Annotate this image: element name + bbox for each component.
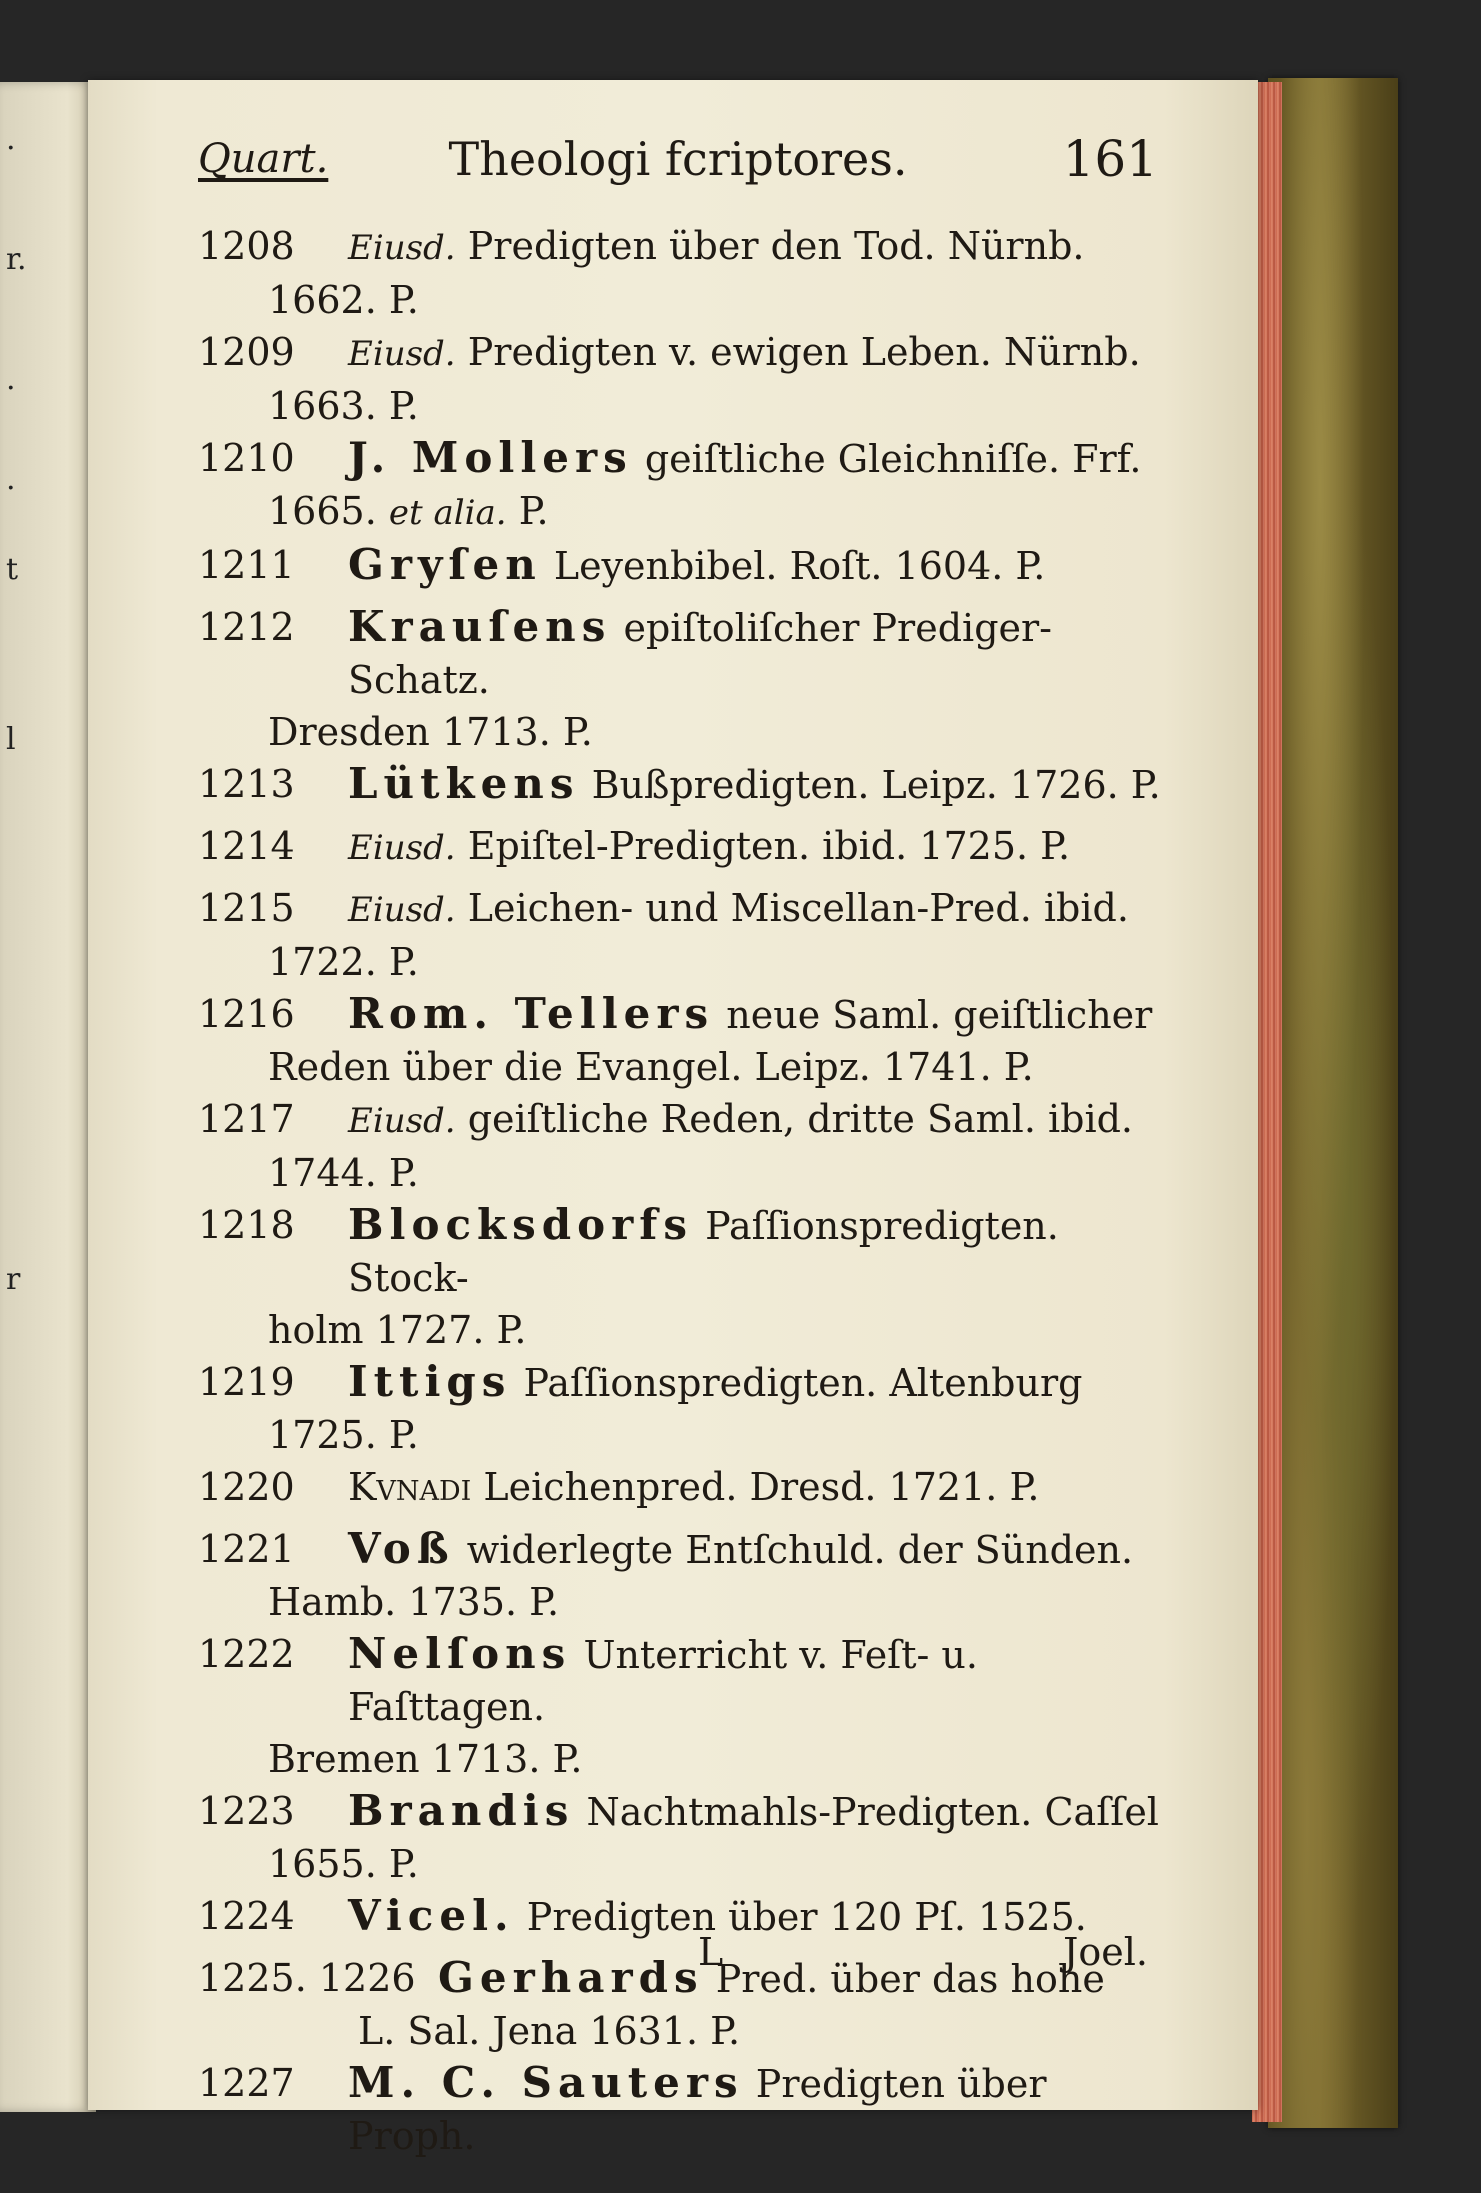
entry-text [268, 601, 1168, 758]
margin-mark: . [6, 122, 16, 157]
entry-number: 1210 [198, 436, 295, 480]
entry-text [268, 1199, 1168, 1356]
catalog-entries [198, 220, 1168, 2162]
note-italic: et alia. [388, 493, 507, 533]
margin-mark: r [6, 1262, 21, 1297]
imprint-text: 1665. [268, 489, 377, 533]
author-name: Rom. Tellers [348, 989, 715, 1038]
ibidem-author: Eiusd. [348, 890, 456, 930]
continuation-line [268, 1576, 1168, 1628]
entry-number: 1220 [198, 1465, 295, 1509]
ibidem-author: Eiusd. [348, 1101, 456, 1141]
imprint-text: 1655. P. [268, 1842, 419, 1886]
imprint-text: P. [518, 489, 549, 533]
title-text: geiſtliche Gleichniſſe. Frf. [644, 437, 1142, 481]
entry-number: 1216 [198, 992, 295, 1036]
continuation-line [268, 1733, 1168, 1785]
section-label: Quart. [198, 136, 329, 182]
margin-mark: r. [6, 242, 27, 277]
page-number: 161 [1062, 130, 1158, 188]
continuation-line [268, 485, 1168, 539]
continuation-line [268, 380, 1168, 432]
entry-text [268, 1523, 1168, 1628]
author-name: Ittigs [348, 1357, 512, 1406]
title-text: Pred. über das hohe [715, 1957, 1105, 2001]
catalog-entry [198, 1461, 1168, 1523]
imprint-text: Bremen 1713. P. [268, 1737, 583, 1781]
entry-text [268, 220, 1168, 326]
continuation-line [268, 1838, 1168, 1890]
entry-number: 1221 [198, 1527, 295, 1571]
title-text: Leichen- und Miscellan-Pred. ibid. [467, 886, 1129, 930]
entry-number: 1212 [198, 605, 295, 649]
imprint-text: 1662. P. [268, 278, 419, 322]
catalog-entry [198, 988, 1168, 1093]
entry-text [348, 1461, 1168, 1513]
facing-page-left [0, 82, 96, 2112]
catalog-entry [198, 539, 1168, 601]
title-text: Predigten v. ewigen Leben. Nürnb. [467, 330, 1141, 374]
margin-mark: . [6, 362, 16, 397]
catalog-entry [198, 1199, 1168, 1356]
continuation-line [268, 1409, 1168, 1461]
entry-text [348, 758, 1168, 811]
author-name: Brandis [348, 1786, 575, 1835]
catalog-entry [198, 220, 1168, 326]
imprint-text: Reden über die Evangel. Leipz. 1741. P. [268, 1045, 1034, 1089]
entry-number: 1219 [198, 1360, 295, 1404]
entry-text [348, 820, 1168, 874]
author-name: J. Mollers [348, 433, 633, 482]
author-name: M. C. Sauters [348, 2058, 744, 2107]
title-text: Bußpredigten. Leipz. 1726. P. [591, 763, 1161, 807]
continuation-line [268, 1041, 1168, 1093]
catalog-entry [198, 601, 1168, 758]
imprint-text: 1663. P. [268, 384, 419, 428]
title-text: Paſſionspredigten. Altenburg [523, 1361, 1083, 1405]
entry-text [268, 988, 1168, 1093]
title-text: Epiſtel-Predigten. ibid. 1725. P. [467, 824, 1071, 868]
ibidem-author: Eiusd. [348, 828, 456, 868]
running-header [198, 122, 1158, 192]
entry-number: 1214 [198, 824, 295, 868]
imprint-text: Hamb. 1735. P. [268, 1580, 560, 1624]
continuation-line [358, 2005, 1168, 2057]
imprint-text: 1722. P. [268, 940, 419, 984]
title-text: Predigten über Proph. [348, 2062, 1047, 2158]
entry-number: 1223 [198, 1789, 295, 1833]
margin-mark: . [6, 462, 16, 497]
catalog-entry [198, 758, 1168, 820]
catalog-entry [198, 1628, 1168, 1785]
imprint-text: L. Sal. Jena 1631. P. [358, 2009, 741, 2053]
title-text: widerlegte Entſchuld. der Sünden. [466, 1528, 1134, 1572]
imprint-text: holm 1727. P. [268, 1308, 527, 1352]
entry-number: 1224 [198, 1894, 295, 1938]
catchword: Joel. [1063, 1930, 1148, 1974]
entry-number: 1227 [198, 2061, 295, 2105]
ibidem-author: Eiusd. [348, 228, 456, 268]
entry-number: 1225. 1226 [198, 1956, 416, 2000]
author-name: Voß [348, 1524, 455, 1573]
title-text: epiſtoliſcher Prediger-Schatz. [348, 606, 1053, 702]
imprint-text: Dresden 1713. P. [268, 710, 593, 754]
entry-text [268, 432, 1168, 539]
author-name: Vicel. [348, 1891, 515, 1940]
signature-mark: L [698, 1930, 724, 1974]
book-page [88, 80, 1258, 2158]
entry-number: 1209 [198, 330, 295, 374]
continuation-line [268, 936, 1168, 988]
entry-text [268, 1356, 1168, 1461]
title-text: Unterricht v. Feſt- u. Faſttagen. [348, 1633, 978, 1729]
entry-text [268, 1785, 1168, 1890]
author-name: Gerhards [438, 1953, 704, 2002]
title-text: Predigten über 120 Pſ. 1525. [526, 1895, 1087, 1939]
imprint-text: 1725. P. [268, 1413, 419, 1457]
continuation-line [268, 274, 1168, 326]
title-text: Paſſionspredigten. Stock- [348, 1204, 1059, 1300]
margin-mark: l [6, 722, 16, 757]
continuation-line [268, 706, 1168, 758]
catalog-entry [198, 1356, 1168, 1461]
author-name: Blocksdorfs [348, 1200, 694, 1249]
catalog-entry [198, 1785, 1168, 1890]
running-title: Theologi fcriptores. [448, 132, 908, 186]
marbled-book-cover [1268, 78, 1398, 2128]
entry-text [268, 1093, 1168, 1199]
entry-text [268, 326, 1168, 432]
entry-number: 1208 [198, 224, 295, 268]
entry-number: 1213 [198, 762, 295, 806]
title-text: Leichenpred. Dresd. 1721. P. [483, 1465, 1040, 1509]
title-text: neue Saml. geiſtlicher [726, 993, 1153, 1037]
entry-number: 1215 [198, 886, 295, 930]
title-text: Nachtmahls-Predigten. Caſſel [586, 1790, 1159, 1834]
catalog-entry [198, 882, 1168, 988]
entry-number: 1211 [198, 543, 295, 587]
author-small-caps: Kvnadi [348, 1465, 472, 1509]
title-text: Predigten über den Tod. Nürnb. [467, 224, 1085, 268]
title-text: geiſtliche Reden, dritte Saml. ibid. [467, 1097, 1134, 1141]
entry-text [268, 882, 1168, 988]
author-name: Krauſens [348, 602, 612, 651]
catalog-entry [198, 820, 1168, 882]
catalog-entry [198, 326, 1168, 432]
entry-text [268, 1628, 1168, 1785]
imprint-text: 1744. P. [268, 1151, 419, 1195]
catalog-entry [198, 1093, 1168, 1199]
continuation-line [268, 1147, 1168, 1199]
catalog-entry [198, 432, 1168, 539]
entry-text [348, 539, 1168, 592]
catalog-entry [198, 2057, 1168, 2162]
entry-number: 1217 [198, 1097, 295, 1141]
author-name: Nelſons [348, 1629, 572, 1678]
entry-number: 1218 [198, 1203, 295, 1247]
title-text: Leyenbibel. Roſt. 1604. P. [553, 544, 1046, 588]
entry-text [348, 2057, 1168, 2162]
page-footer [198, 1930, 1148, 1974]
margin-mark: t [6, 552, 19, 587]
author-name: Gryſen [348, 540, 542, 589]
entry-number: 1222 [198, 1632, 295, 1676]
catalog-entry [198, 1523, 1168, 1628]
continuation-line [268, 1304, 1168, 1356]
ibidem-author: Eiusd. [348, 334, 456, 374]
author-name: Lütkens [348, 759, 580, 808]
